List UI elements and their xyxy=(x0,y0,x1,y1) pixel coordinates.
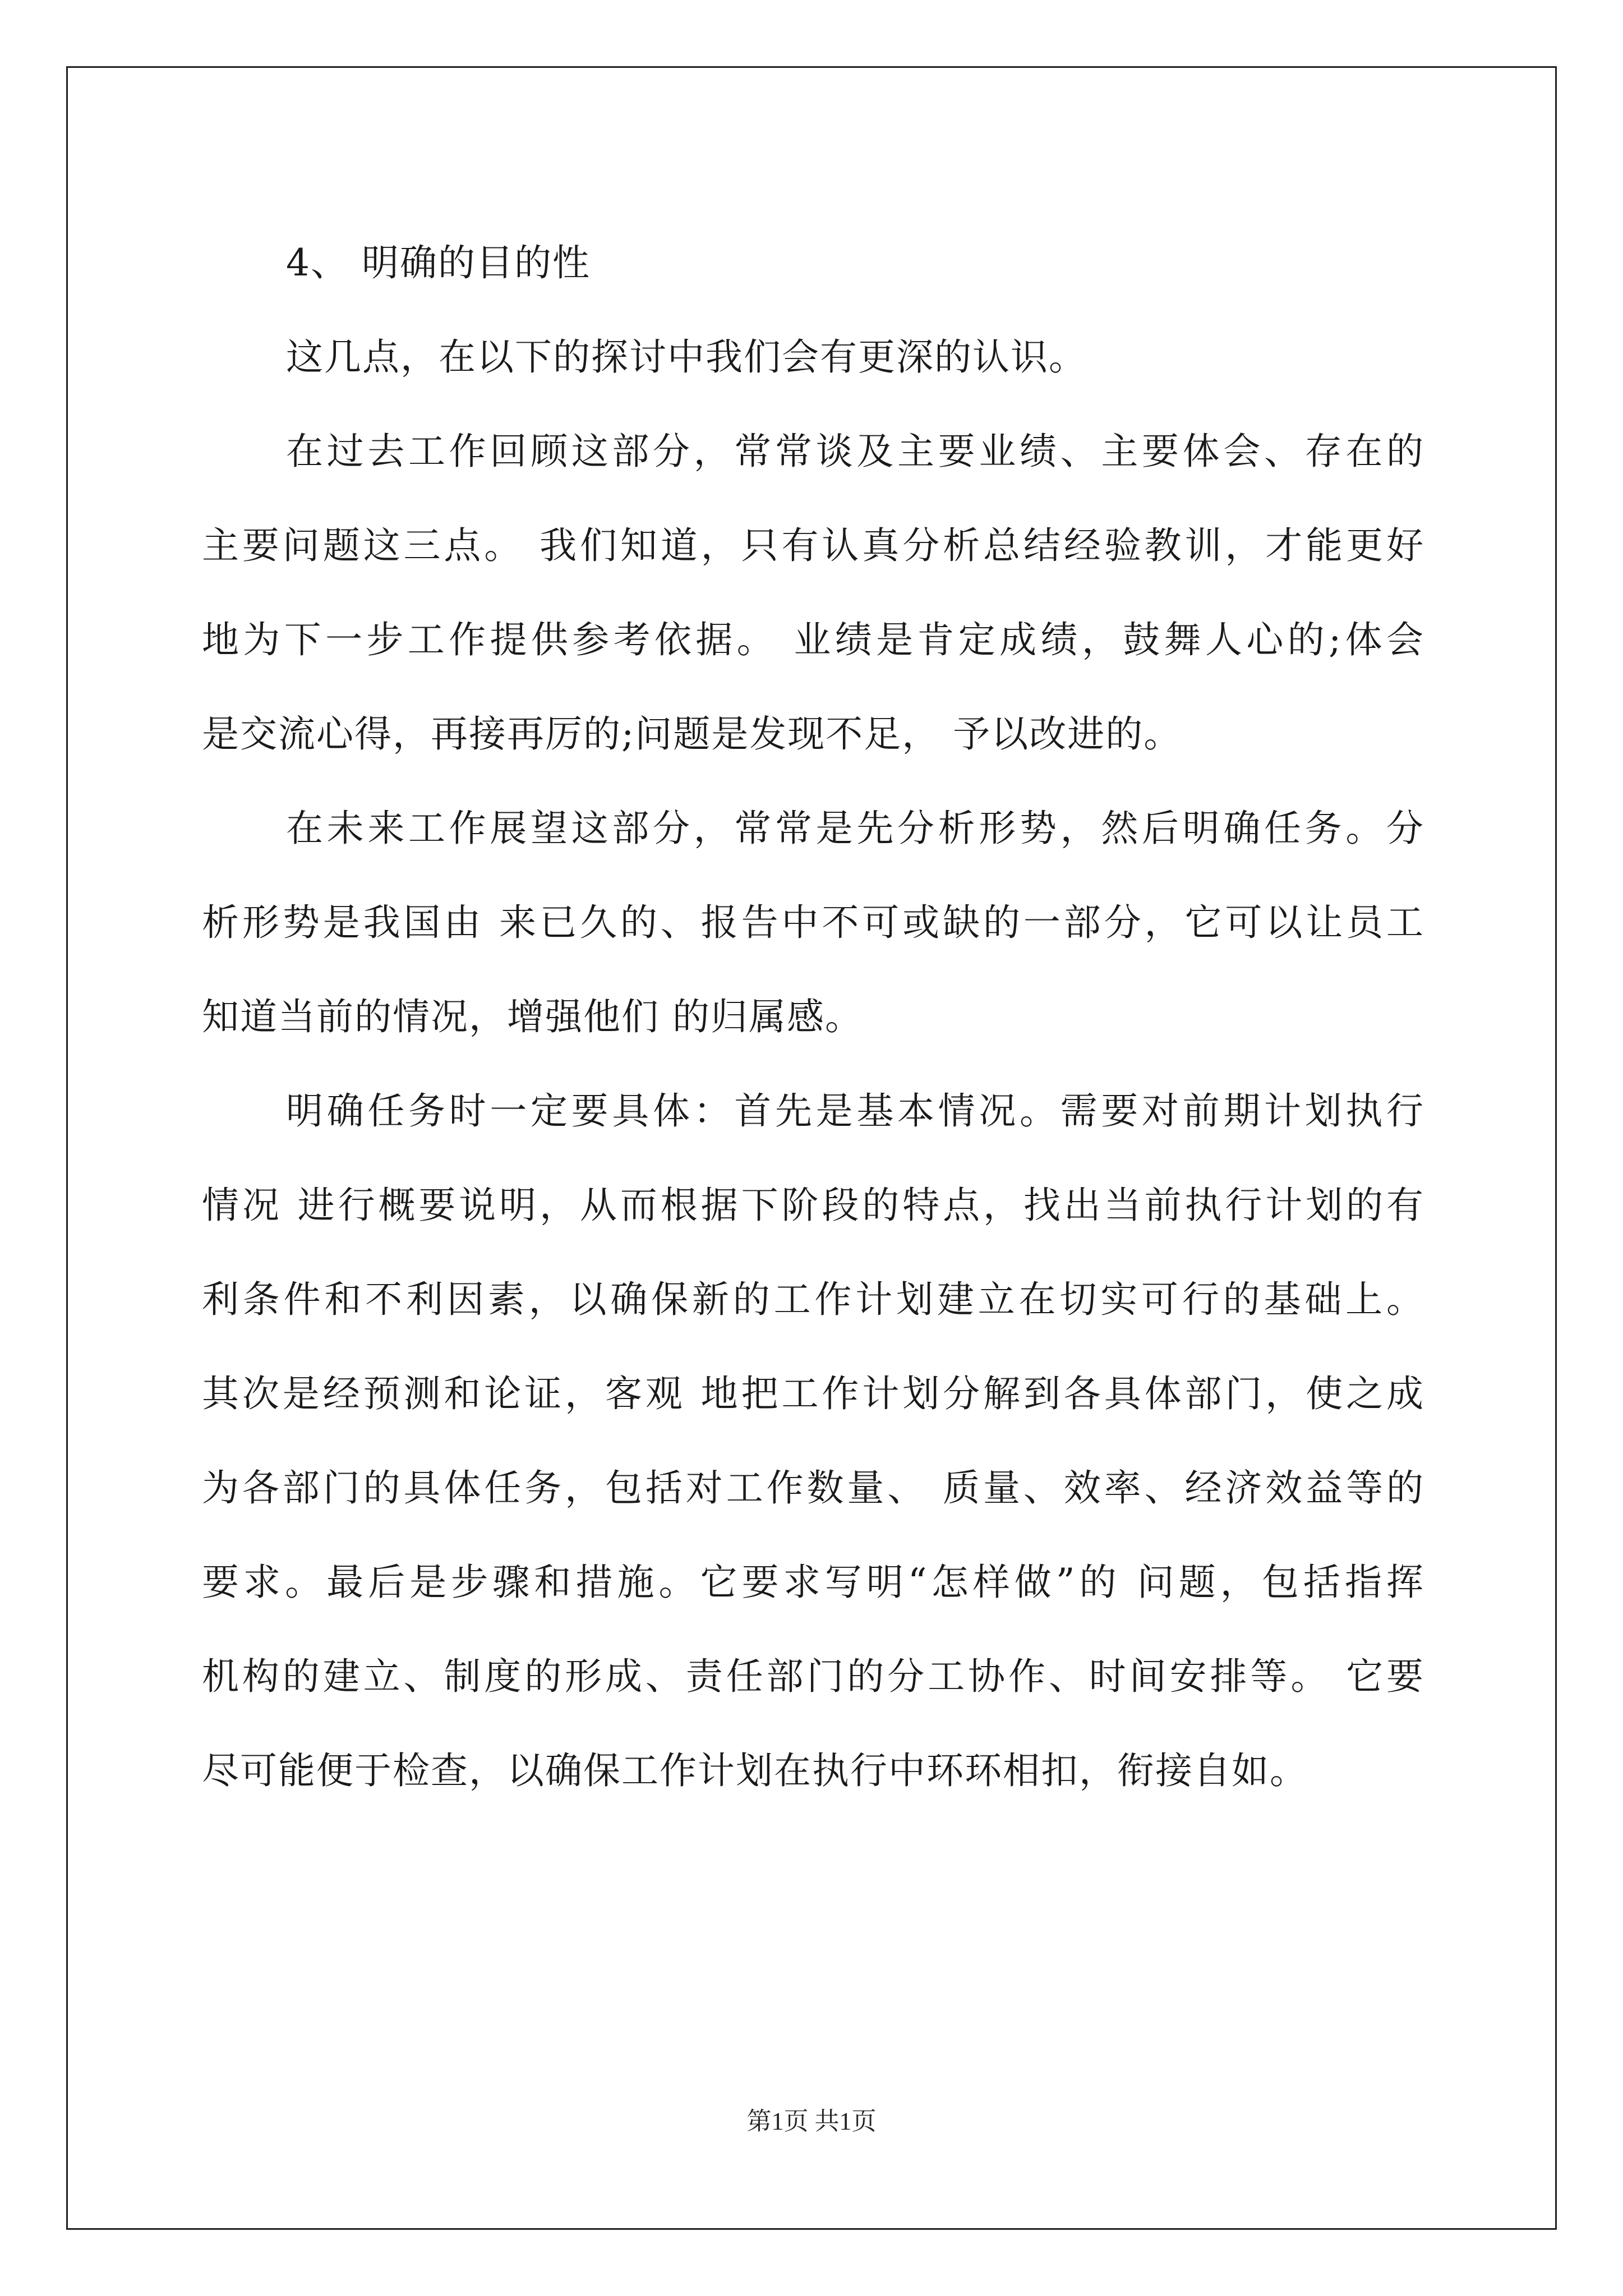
text-line-2: 这几点，在以下的探讨中我们会有更深的认识。 xyxy=(286,335,1087,379)
text-line-14: 为各部门的具体任务，包括对工作数量、 质量、效率、经济效益等的 xyxy=(202,1466,1424,1510)
text-line-13: 其次是经预测和论证，客观 地把工作计划分解到各具体部门，使之成 xyxy=(202,1372,1424,1415)
text-line-12: 利条件和不利因素，以确保新的工作计划建立在切实可行的基础上。 xyxy=(202,1278,1424,1321)
text-line-10: 明确任务时一定要具体：首先是基本情况。需要对前期计划执行 xyxy=(286,1089,1424,1133)
text-line-6: 是交流心得，再接再厉的;问题是发现不足， 予以改进的。 xyxy=(202,712,1182,756)
text-line-5: 地为下一步工作提供参考依据。 业绩是肯定成绩，鼓舞人心的;体会 xyxy=(202,618,1424,661)
document-body xyxy=(202,216,1424,1818)
text-line-17: 尽可能便于检查，以确保工作计划在执行中环环相扣，衔接自如。 xyxy=(202,1749,1308,1792)
page-number-footer: 第1页 共1页 xyxy=(746,2108,877,2135)
text-line-4: 主要问题这三点。 我们知道，只有认真分析总结经验教训，才能更好 xyxy=(202,524,1424,567)
text-line-15: 要求。最后是步骤和措施。它要求写明“怎样做”的 问题，包括指挥 xyxy=(202,1561,1424,1604)
text-line-7: 在未来工作展望这部分，常常是先分析形势，然后明确任务。分 xyxy=(286,807,1424,850)
text-line-9: 知道当前的情况，增强他们 的归属感。 xyxy=(202,995,863,1038)
text-line-11: 情况 进行概要说明，从而根据下阶段的特点，找出当前执行计划的有 xyxy=(202,1184,1424,1227)
text-line-3: 在过去工作回顾这部分，常常谈及主要业绩、主要体会、存在的 xyxy=(286,430,1424,473)
text-line-1: 4、 明确的目的性 xyxy=(286,241,591,284)
text-line-16: 机构的建立、制度的形成、责任部门的分工协作、时间安排等。 它要 xyxy=(202,1655,1424,1698)
text-line-8: 析形势是我国由 来已久的、报告中不可或缺的一部分，它可以让员工 xyxy=(202,901,1424,944)
